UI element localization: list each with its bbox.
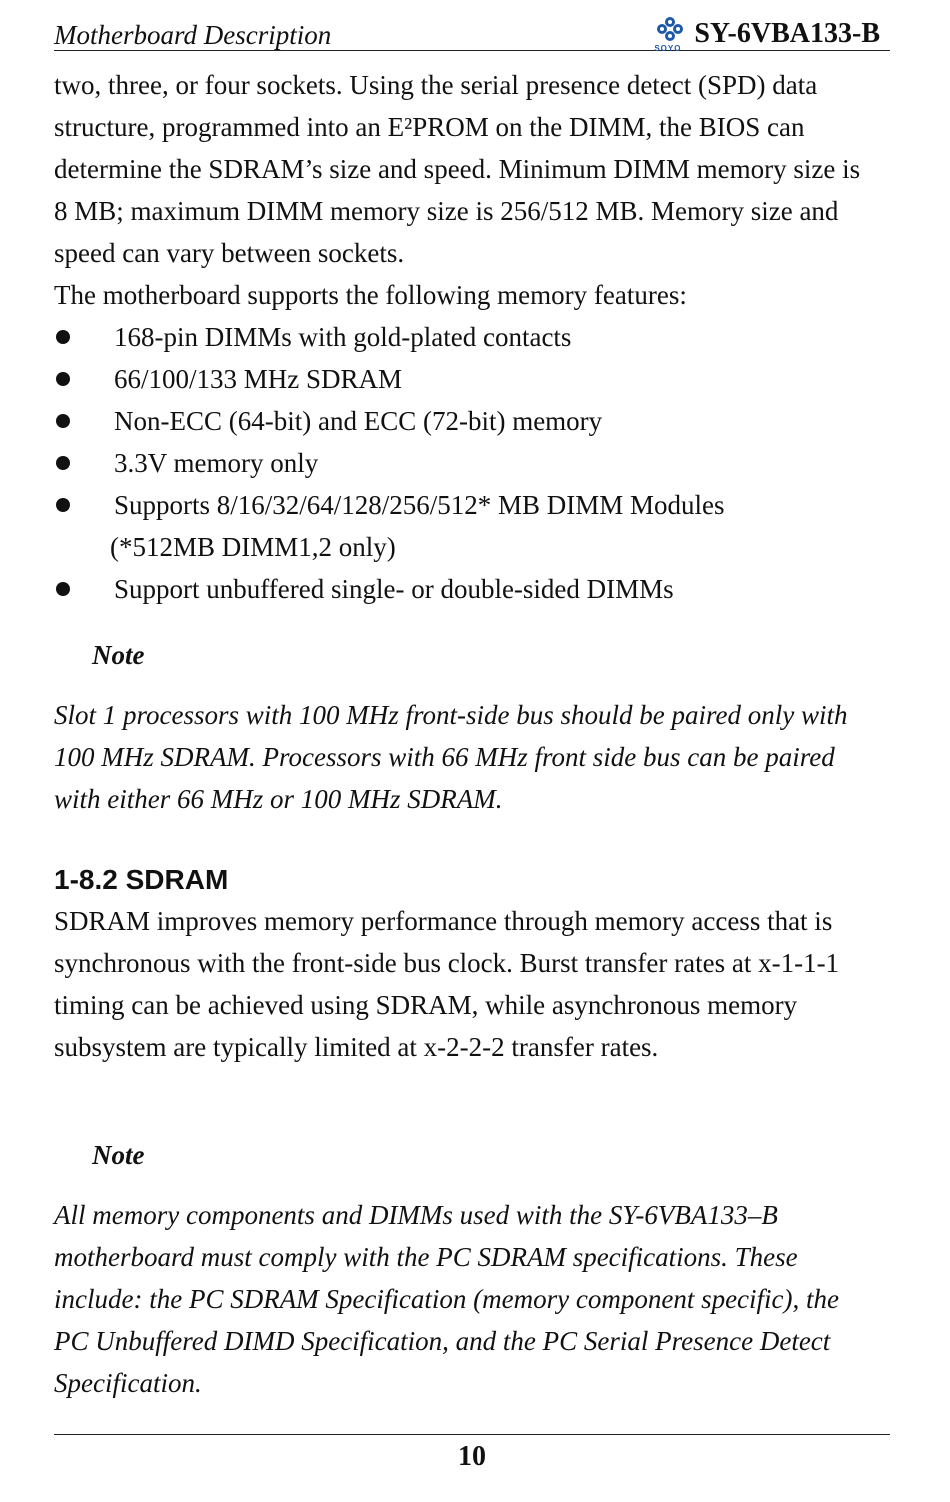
list-item <box>54 400 894 442</box>
feature-text: 3.3V memory only <box>114 448 319 478</box>
bullet-icon <box>56 330 70 344</box>
note-line: 100 MHz SDRAM. Processors with 66 MHz front side bus can be paired <box>54 742 835 772</box>
section-title: 1-8.2 SDRAM <box>54 864 229 895</box>
page-header <box>54 8 890 51</box>
header-title: Motherboard Description <box>54 20 332 50</box>
bullet-icon <box>56 456 70 470</box>
section-line: timing can be achieved using SDRAM, while asynchronous memory <box>54 990 798 1020</box>
feature-text: 66/100/133 MHz SDRAM <box>114 364 403 394</box>
list-item <box>54 484 894 526</box>
logo-text: SOYO <box>654 44 682 53</box>
section-line: synchronous with the front-side bus clock. Burst transfer rates at x-1-1-1 <box>54 948 840 978</box>
bullet-icon <box>56 372 70 386</box>
intro-paragraph <box>54 64 894 274</box>
feature-text: Support unbuffered single- or double-sided DIMMs <box>114 574 674 604</box>
bullet-icon <box>56 498 70 512</box>
section-paragraph <box>54 900 894 1068</box>
note-body <box>54 1194 894 1404</box>
intro-line: determine the SDRAM’s size and speed. Minimum DIMM memory size is <box>54 154 861 184</box>
intro-line: 8 MB; maximum DIMM memory size is 256/512 MB. Memory size and <box>54 196 839 226</box>
note-line: Specification. <box>54 1368 202 1398</box>
features-intro: The motherboard supports the following memory features: <box>54 280 687 310</box>
section-line: SDRAM improves memory performance through memory access that is <box>54 906 833 936</box>
note-body <box>54 694 894 820</box>
list-item <box>54 442 894 484</box>
intro-line: two, three, or four sockets. Using the serial presence detect (SPD) data <box>54 70 818 100</box>
page-footer <box>54 1434 890 1473</box>
bullet-icon <box>56 414 70 428</box>
note-line: with either 66 MHz or 100 MHz SDRAM. <box>54 784 503 814</box>
list-item <box>54 358 894 400</box>
note-line: Slot 1 processors with 100 MHz front-side bus should be paired only with <box>54 700 848 730</box>
feature-text: Non-ECC (64-bit) and ECC (72-bit) memory <box>114 406 603 436</box>
page-content <box>54 64 894 1404</box>
note-line: motherboard must comply with the PC SDRAM specifications. These <box>54 1242 798 1272</box>
list-item <box>54 316 894 358</box>
note-line: include: the PC SDRAM Specification (memory component specific), the <box>54 1284 840 1314</box>
note-line: PC Unbuffered DIMD Specification, and the PC Serial Presence Detect <box>54 1326 831 1356</box>
note-heading: Note <box>92 1140 145 1170</box>
intro-line: structure, programmed into an E²PROM on the DIMM, the BIOS can <box>54 112 805 142</box>
bullet-icon <box>56 582 70 596</box>
features-list-continued <box>54 568 894 610</box>
features-list <box>54 316 894 526</box>
note-heading: Note <box>92 640 145 670</box>
intro-line: speed can vary between sockets. <box>54 238 405 268</box>
page-number: 10 <box>458 1441 486 1472</box>
note-line: All memory components and DIMMs used with the SY-6VBA133–B <box>54 1200 778 1230</box>
feature-text: Supports 8/16/32/64/128/256/512* MB DIMM Modules <box>114 490 725 520</box>
list-item <box>54 568 894 610</box>
features-subnote: (*512MB DIMM1,2 only) <box>110 532 396 562</box>
section-line: subsystem are typically limited at x-2-2-2 transfer rates. <box>54 1032 659 1062</box>
header-model: SY-6VBA133-B <box>694 18 880 49</box>
header-brand <box>652 16 880 52</box>
feature-text: 168-pin DIMMs with gold-plated contacts <box>114 322 572 352</box>
soyo-logo-icon <box>652 16 688 52</box>
